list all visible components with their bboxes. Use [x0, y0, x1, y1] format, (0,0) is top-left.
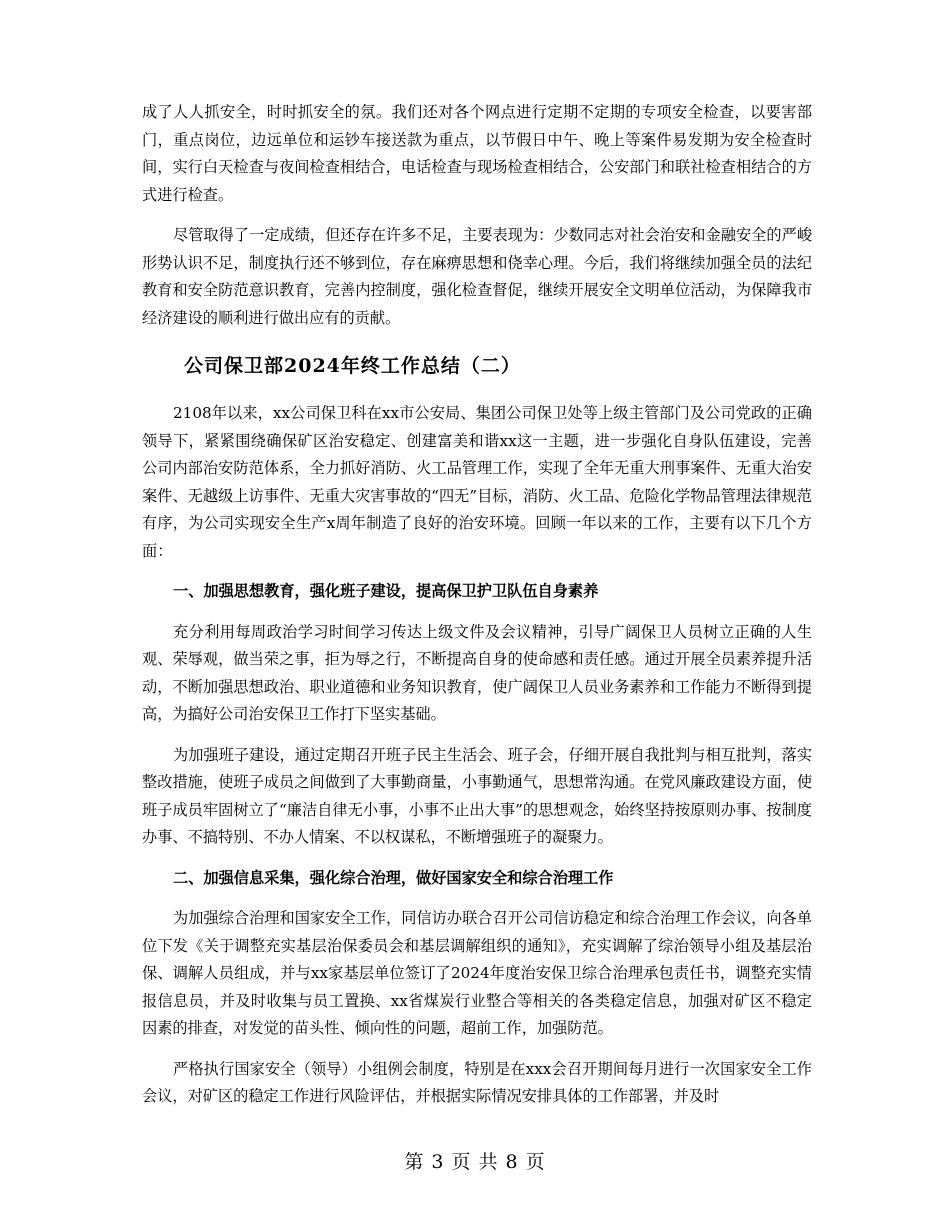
paragraph-intro: 2108年以来，xx公司保卫科在xx市公安局、集团公司保卫处等上级主管部门及公司党政的正确领导下，紧紧围绕确保矿区治安稳定、创建富美和谐xx这一主题，进一步强化自身队伍建设，完善公司内部治安防范体系，全力抓好消防、火工品管理工作，实现了全年无重大刑事案件、无重大治安案件、无越级上访事件、无重大灾害事故的“四无”目标，消防、火工品、危险化学物品管理法律规范有序，为公司实现安全生产x周年制造了良好的治安环境。回顾一年以来的工作，主要有以下几个方面： — [142, 404, 812, 560]
section-heading-2: 二、加强信息采集，强化综合治理，做好国家安全和综合治理工作 — [173, 868, 614, 887]
section2-paragraph-2: 严格执行国家安全（领导）小组例会制度，特别是在xxx会召开期间每月进行一次国家安全工作会议，对矿区的稳定工作进行风险评估，并根据实际情况安排具体的工作部署，并及时 — [142, 1059, 812, 1105]
section1-paragraph-1: 充分利用每周政治学习时间学习传达上级文件及会议精神，引导广阔保卫人员树立正确的人生观、荣辱观，做当荣之事，拒为辱之行，不断提高自身的使命感和责任感。通过开展全员素养提升活动，不断加强思想政治、职业道德和业务知识教育，使广阔保卫人员业务素养和工作能力不断得到提高，为搞好公司治安保卫工作打下坚实基础。 — [142, 622, 812, 723]
paragraph-shortcomings: 尽管取得了一定成绩，但还存在许多不足，主要表现为：少数同志对社会治安和金融安全的严峻形势认识不足，制度执行还不够到位，存在麻痹思想和侥幸心理。今后，我们将继续加强全员的法纪教育和安全防范意识教育，完善内控制度，强化检查督促，继续开展安全文明单位活动，为保障我市经济建设的顺利进行做出应有的贡献。 — [142, 226, 812, 327]
document-title: 公司保卫部2024年终工作总结（二） — [184, 355, 521, 377]
section-heading-1: 一、加强思想教育，强化班子建设，提高保卫护卫队伍自身素养 — [173, 582, 599, 600]
paragraph-continued: 成了人人抓安全，时时抓安全的氛。我们还对各个网点进行定期不定期的专项安全检查，以要害部门，重点岗位，边远单位和运钞车接送款为重点，以节假日中午、晚上等案件易发期为安全检查时间，实行白天检查与夜间检查相结合，电话检查与现场检查相结合，公安部门和联社检查相结合的方式进行检查。 — [142, 103, 812, 204]
section1-paragraph-2: 为加强班子建设，通过定期召开班子民主生活会、班子会，仔细开展自我批判与相互批判，落实整改措施，使班子成员之间做到了大事勤商量，小事勤通气，思想常沟通。在党风廉政建设方面，使班子成员牢固树立了“廉洁自律无小事，小事不止出大事”的思想观念，始终坚持按原则办事、按制度办事、不搞特别、不办人情案、不以权谋私，不断增强班子的凝聚力。 — [142, 745, 812, 846]
page-footer: 第 3 页 共 8 页 — [404, 1151, 546, 1173]
page-content — [142, 99, 812, 1111]
section2-paragraph-1: 为加强综合治理和国家安全工作，同信访办联合召开公司信访稳定和综合治理工作会议，向各单位下发《关于调整充实基层治保委员会和基层调解组织的通知》，充实调解了综治领导小组及基层治保、调解人员组成，并与xx家基层单位签订了2024年度治安保卫综合治理承包责任书，调整充实情报信息员，并及时收集与员工置换、xx省煤炭行业整合等相关的各类稳定信息，加强对矿区不稳定因素的排查，对发觉的苗头性、倾向性的问题，超前工作，加强防范。 — [142, 909, 812, 1037]
